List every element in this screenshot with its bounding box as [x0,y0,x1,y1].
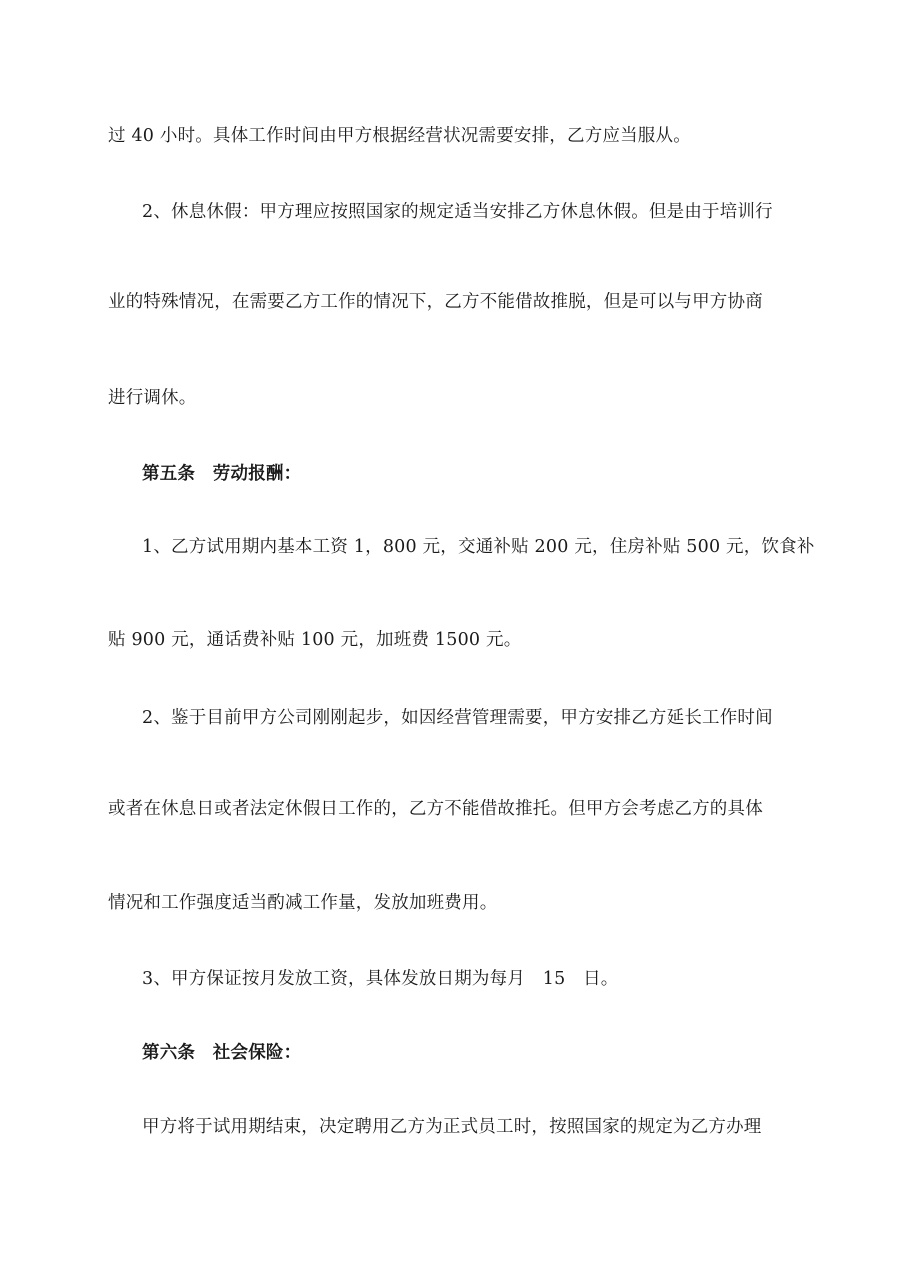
text-line: 甲方将于试用期结束，决定聘用乙方为正式员工时，按照国家的规定为乙方办理 [142,1117,762,1137]
section-heading: 第六条 社会保险： [142,1043,302,1063]
text-line: 业的特殊情况，在需要乙方工作的情况下，乙方不能借故推脱，但是可以与甲方协商 [108,292,763,312]
section-heading: 第五条 劳动报酬： [142,464,302,484]
text-line: 1、乙方试用期内基本工资 1，800 元，交通补贴 200 元，住房补贴 500 元，饮食补 [142,537,815,557]
text-line: 情况和工作强度适当酌减工作量，发放加班费用。 [108,893,498,913]
text-line: 贴 900 元，通话费补贴 100 元，加班费 1500 元。 [108,630,522,650]
text-line: 过 40 小时。具体工作时间由甲方根据经营状况需要安排，乙方应当服从。 [108,126,691,146]
text-line: 2、休息休假：甲方理应按照国家的规定适当安排乙方休息休假。但是由于培训行 [142,202,773,222]
text-line: 或者在休息日或者法定休假日工作的，乙方不能借故推托。但甲方会考虑乙方的具体 [108,799,763,819]
text-line: 3、甲方保证按月发放工资，具体发放日期为每月 15 日。 [142,969,619,989]
text-line: 2、鉴于目前甲方公司刚刚起步，如因经营管理需要，甲方安排乙方延长工作时间 [142,708,773,728]
text-line: 进行调休。 [108,388,197,408]
